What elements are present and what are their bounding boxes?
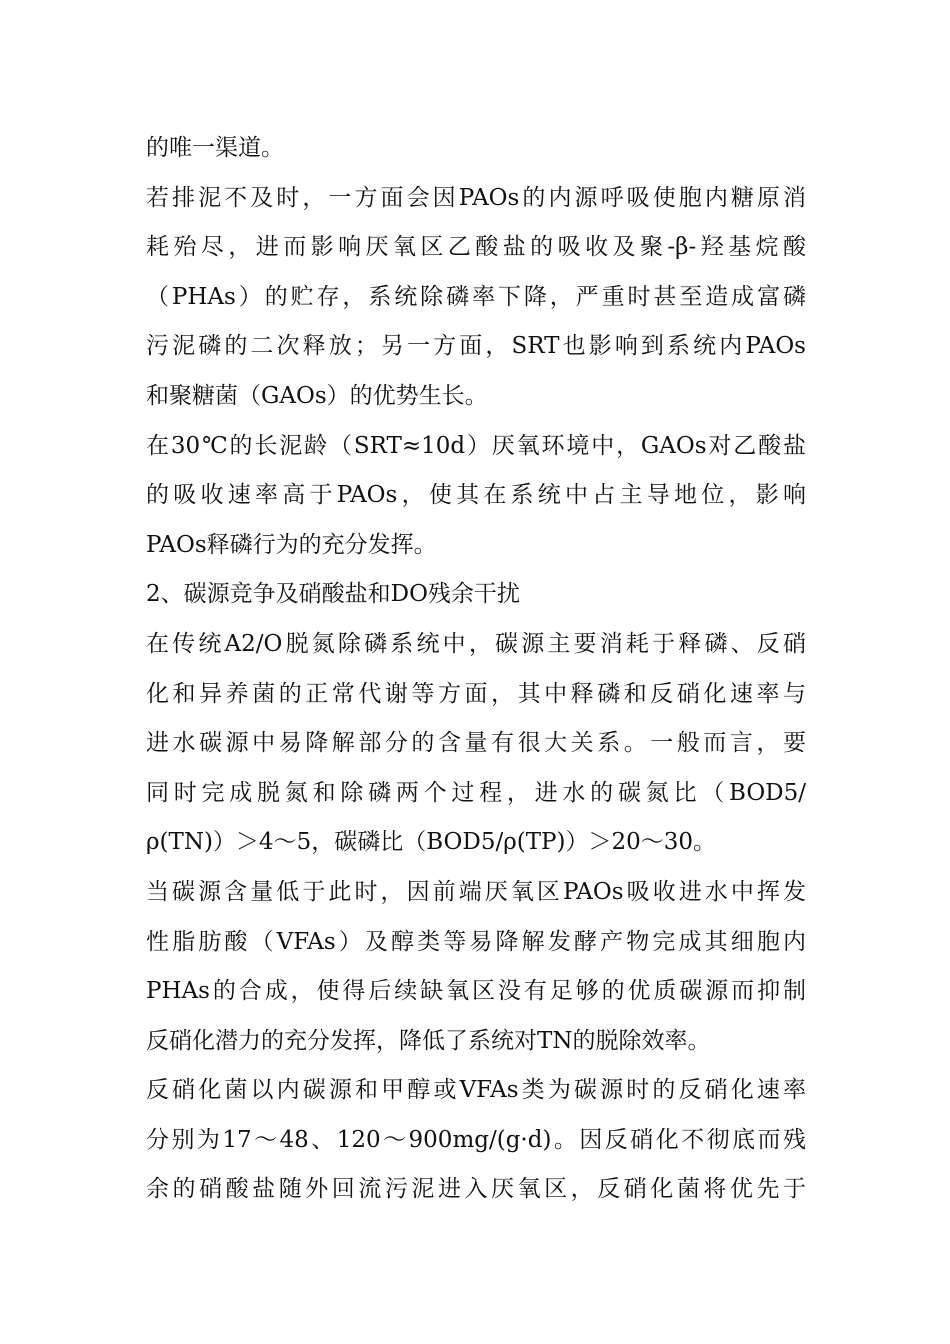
text-line: 当碳源含量低于此时，因前端厌氧区PAOs吸收进水中挥发	[146, 878, 806, 905]
text-line: 进水碳源中易降解部分的含量有很大关系。一般而言，要	[146, 730, 806, 757]
text-line: 余的硝酸盐随外回流污泥进入厌氧区，反硝化菌将优先于	[146, 1176, 806, 1203]
text-line: 污泥磷的二次释放；另一方面，SRT也影响到系统内PAOs	[146, 333, 806, 360]
text-line: 同时完成脱氮和除磷两个过程，进水的碳氮比（BOD5/	[146, 779, 806, 806]
text-line: 耗殆尽，进而影响厌氧区乙酸盐的吸收及聚-β-羟基烷酸	[146, 234, 806, 261]
text-line: 若排泥不及时，一方面会因PAOs的内源呼吸使胞内糖原消	[146, 184, 806, 211]
text-line: 反硝化潜力的充分发挥，降低了系统对TN的脱除效率。	[146, 1027, 711, 1054]
text-line: 的吸收速率高于PAOs，使其在系统中占主导地位，影响	[146, 482, 806, 509]
text-line: 2、碳源竞争及硝酸盐和DO残余干扰	[146, 581, 520, 608]
document-body	[146, 124, 806, 1215]
text-line: （PHAs）的贮存，系统除磷率下降，严重时甚至造成富磷	[146, 283, 806, 310]
text-line: 化和异养菌的正常代谢等方面，其中释磷和反硝化速率与	[146, 680, 806, 707]
text-line: 和聚糖菌（GAOs）的优势生长。	[146, 382, 488, 409]
text-line: 在传统A2/O脱氮除磷系统中，碳源主要消耗于释磷、反硝	[146, 630, 806, 657]
text-line: 的唯一渠道。	[146, 135, 284, 161]
text-line: 性脂肪酸（VFAs）及醇类等易降解发酵产物完成其细胞内	[146, 928, 806, 955]
text-line: PAOs释磷行为的充分发挥。	[146, 531, 437, 558]
text-line: 反硝化菌以内碳源和甲醇或VFAs类为碳源时的反硝化速率	[146, 1077, 806, 1104]
text-line: 在30℃的长泥龄（SRT≈10d）厌氧环境中，GAOs对乙酸盐	[146, 432, 806, 459]
text-line: ρ(TN)）＞4～5，碳磷比（BOD5/ρ(TP)）＞20～30。	[146, 829, 717, 856]
text-line: 分别为17～48、120～900mg/(g·d)。因反硝化不彻底而残	[146, 1126, 806, 1153]
text-line: PHAs的合成，使得后续缺氧区没有足够的优质碳源而抑制	[146, 978, 806, 1005]
